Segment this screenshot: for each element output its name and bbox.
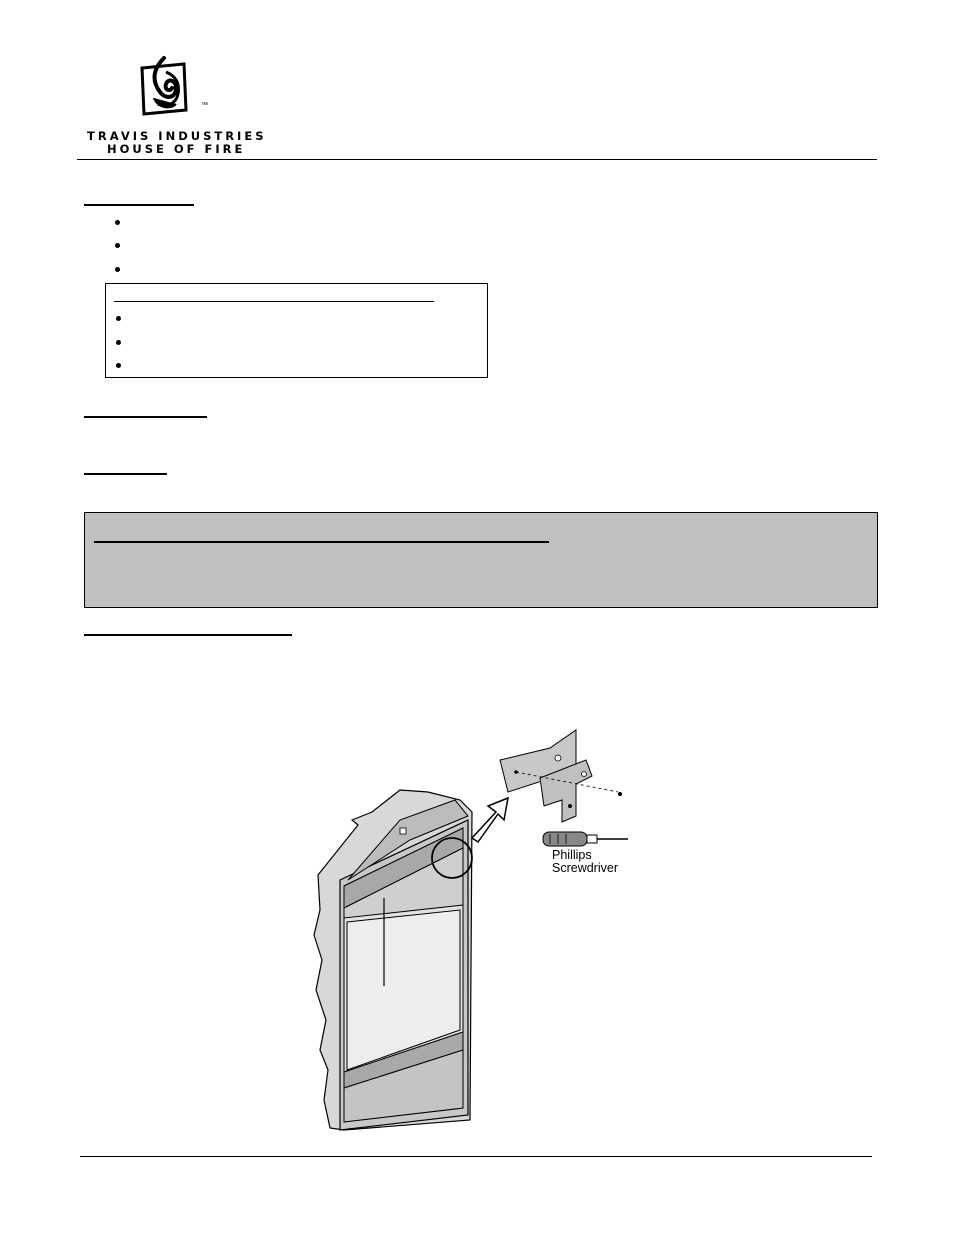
tool-label-line2: Screwdriver [552, 861, 618, 875]
list-bullet [115, 243, 120, 248]
tool-label-line1: Phillips [552, 848, 592, 862]
list-bullet [116, 316, 121, 321]
header-rule [77, 159, 877, 160]
installation-diagram [300, 720, 640, 1140]
list-bullet [115, 267, 120, 272]
section-heading-underline-2 [84, 416, 207, 418]
list-bullet [115, 220, 120, 225]
section-heading-underline-1 [84, 204, 194, 206]
boxed-list [105, 283, 488, 378]
trademark-symbol: ™ [201, 102, 208, 109]
flame-logo-icon [136, 54, 216, 120]
list-bullet [116, 363, 121, 368]
footer-rule [80, 1156, 872, 1157]
warning-box [84, 512, 878, 608]
list-bullet [116, 340, 121, 345]
section-heading-underline-3 [84, 473, 167, 475]
company-name: TRAVIS INDUSTRIES [87, 129, 267, 143]
company-logo [136, 54, 216, 120]
warning-heading-underline [94, 541, 549, 543]
company-tagline: HOUSE OF FIRE [107, 142, 246, 156]
section-heading-underline-4 [84, 634, 292, 636]
boxed-list-heading-underline [114, 301, 434, 302]
fireplace-illustration [300, 720, 640, 1140]
